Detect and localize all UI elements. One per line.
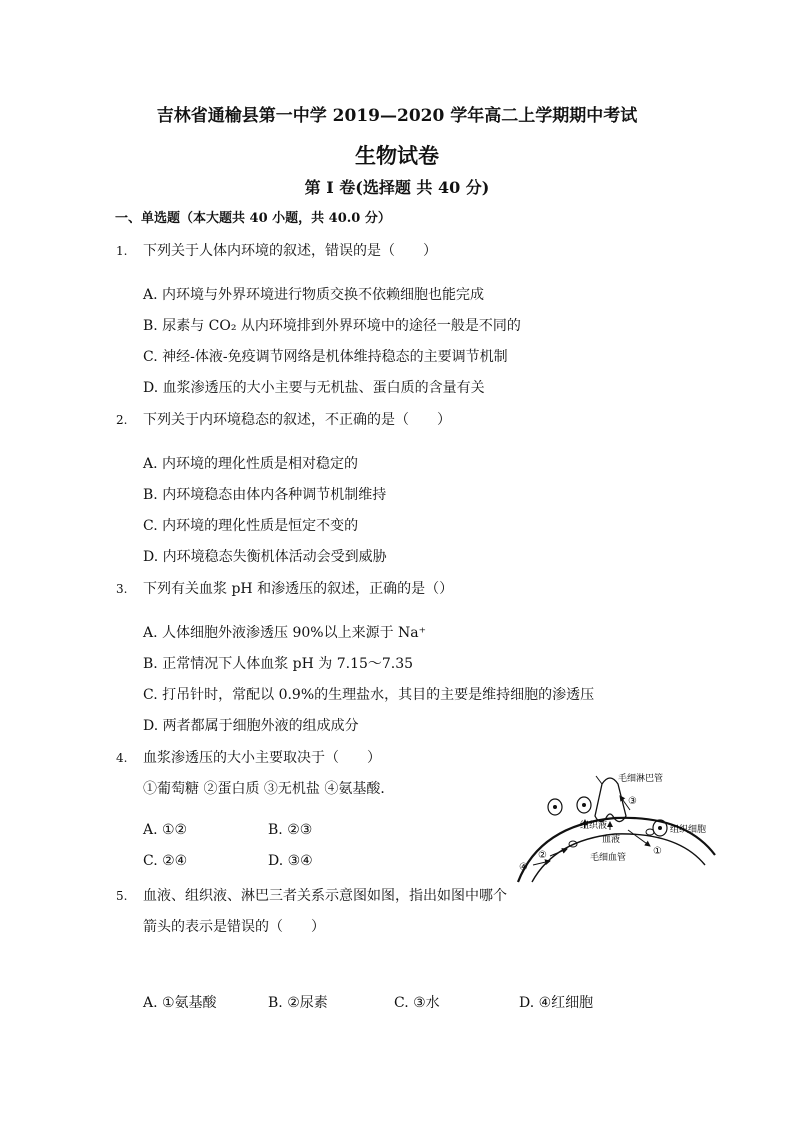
- question-1-option-b[interactable]: B. 尿素与 CO₂ 从内环境排到外界环境中的途径一般是不同的: [143, 318, 521, 334]
- question-3-option-c[interactable]: C. 打吊针时，常配以 0.9%的生理盐水，其目的主要是维持细胞的渗透压: [143, 687, 595, 703]
- exam-title: 吉林省通榆县第一中学 2019—2020 学年高二上学期期中考试: [156, 106, 638, 126]
- label-tissue-fluid: 组织液: [580, 821, 608, 831]
- tissue-cell: [548, 799, 562, 815]
- question-5-option-d[interactable]: D. ④红细胞: [519, 995, 594, 1011]
- body-fluid-diagram: [510, 770, 720, 885]
- question-1-option-c[interactable]: C. 神经-体液-免疫调节网络是机体维持稳态的主要调节机制: [143, 349, 508, 365]
- section-heading: 一、单选题（本大题共 40 小题，共 40.0 分）: [115, 211, 391, 226]
- label-tissue-cell: 组织细胞: [670, 825, 707, 835]
- question-3-option-d[interactable]: D. 两者都属于细胞外液的组成成分: [143, 718, 359, 734]
- question-3-number: 3.: [116, 582, 128, 596]
- label-plasma: 血液: [602, 835, 621, 845]
- question-3-option-a[interactable]: A. 人体细胞外液渗透压 90%以上来源于 Na⁺: [143, 625, 427, 641]
- question-3-option-b[interactable]: B. 正常情况下人体血浆 pH 为 7.15～7.35: [143, 656, 414, 672]
- question-3-text: 下列有关血浆 pH 和渗透压的叙述，正确的是（）: [143, 581, 454, 597]
- label-n3: ③: [628, 796, 637, 807]
- question-2-option-c[interactable]: C. 内环境的理化性质是恒定不变的: [143, 518, 359, 534]
- question-1-option-a[interactable]: A. 内环境与外界环境进行物质交换不依赖细胞也能完成: [143, 287, 485, 303]
- question-2-text: 下列关于内环境稳态的叙述，不正确的是（ ）: [143, 412, 451, 428]
- question-5-number: 5.: [116, 889, 128, 903]
- question-4-option-a[interactable]: A. ①②: [143, 822, 188, 838]
- question-4-option-d[interactable]: D. ③④: [268, 853, 313, 869]
- question-1-number: 1.: [116, 244, 128, 258]
- question-4-option-c[interactable]: C. ②④: [143, 853, 188, 869]
- label-n1: ①: [653, 846, 662, 857]
- arrow-1: [628, 830, 650, 846]
- tissue-cell: [577, 797, 591, 813]
- question-2-option-d[interactable]: D. 内环境稳态失衡机体活动会受到威胁: [143, 549, 387, 565]
- question-2-number: 2.: [116, 413, 128, 427]
- question-5-option-a[interactable]: A. ①氨基酸: [143, 995, 217, 1011]
- lymph-capillary: [595, 778, 626, 822]
- question-2-option-a[interactable]: A. 内环境的理化性质是相对稳定的: [143, 456, 359, 472]
- arrow-4: [533, 861, 550, 865]
- question-1-option-d[interactable]: D. 血浆渗透压的大小主要与无机盐、蛋白质的含量有关: [143, 380, 485, 396]
- question-5-option-c[interactable]: C. ③水: [394, 995, 440, 1011]
- question-1-text: 下列关于人体内环境的叙述，错误的是（ ）: [143, 243, 437, 259]
- label-blood-capillary: 毛细血管: [590, 853, 627, 863]
- question-4-number: 4.: [116, 751, 128, 765]
- part-title: 第 I 卷(选择题 共 40 分): [304, 178, 490, 197]
- question-5-option-b[interactable]: B. ②尿素: [268, 995, 328, 1011]
- question-2-option-b[interactable]: B. 内环境稳态由体内各种调节机制维持: [143, 487, 387, 503]
- label-n4: ④: [519, 862, 528, 873]
- subject-title: 生物试卷: [355, 143, 439, 168]
- question-5-text-continued: 箭头的表示是错误的（ ）: [143, 919, 325, 935]
- label-n2: ②: [538, 850, 547, 861]
- question-5-text: 血液、组织液、淋巴三者关系示意图如图，指出如图中哪个: [143, 888, 507, 904]
- question-4-text: 血浆渗透压的大小主要取决于（ ）: [143, 750, 381, 766]
- arrow-2: [550, 849, 567, 856]
- question-4-option-b[interactable]: B. ②③: [268, 822, 313, 838]
- label-lymph-capillary: 毛细淋巴管: [618, 774, 664, 784]
- question-4-subtext: ①葡萄糖 ②蛋白质 ③无机盐 ④氨基酸．: [143, 781, 395, 797]
